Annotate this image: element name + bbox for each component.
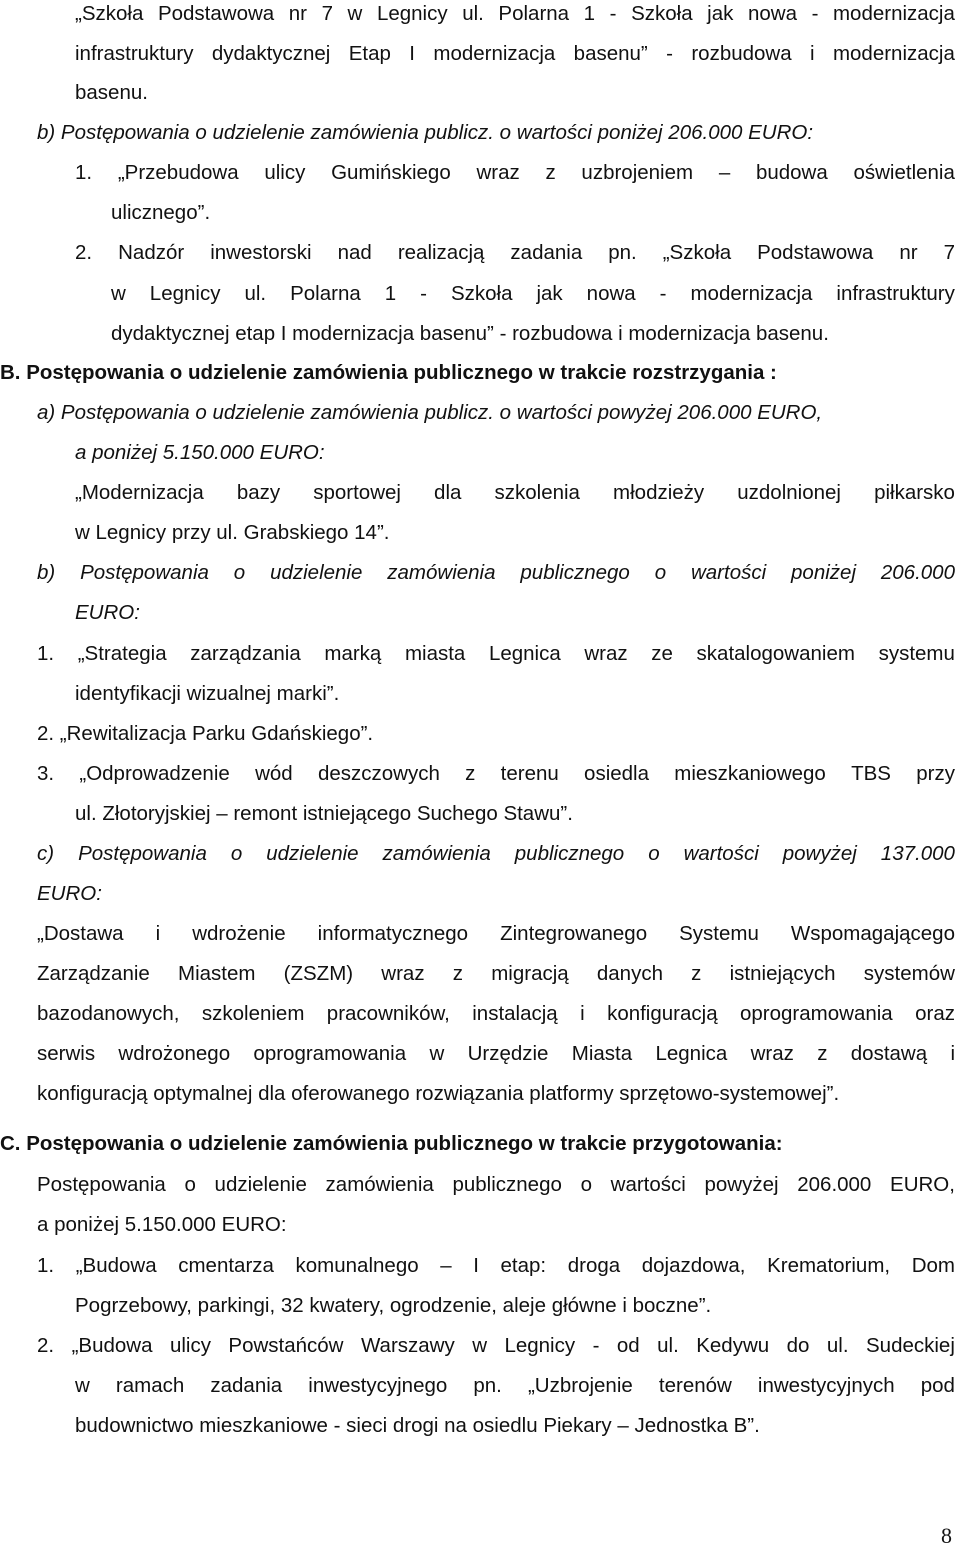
word: ulicy <box>264 161 306 184</box>
section-heading-b: B. Postępowania o udzielenie zamówienia publicznego w trakcie rozstrzygania : <box>0 361 777 384</box>
word: 2. <box>37 1334 55 1357</box>
word: terenu <box>500 762 559 785</box>
word: migracją <box>491 962 569 985</box>
word: ulicy <box>169 1334 211 1357</box>
word: wartości <box>690 561 767 584</box>
word: Sudeckiej <box>866 1334 955 1357</box>
word: pod <box>920 1374 955 1397</box>
word: jak <box>707 2 734 25</box>
word: Podstawowa <box>757 241 874 264</box>
word: informatycznego <box>317 922 469 945</box>
word: z <box>465 762 476 785</box>
word: - <box>592 1334 600 1357</box>
word: 2. <box>75 241 93 264</box>
word: wdrożonego <box>118 1042 231 1065</box>
word: Podstawowa <box>157 2 275 25</box>
subsection-heading: a poniżej 5.150.000 EURO: <box>75 441 325 464</box>
word: - <box>609 2 617 25</box>
word: oraz <box>915 1002 955 1025</box>
word: oprogramowania <box>740 1002 893 1025</box>
word: Legnicy <box>504 1334 576 1357</box>
word: deszczowych <box>317 762 440 785</box>
word: – <box>718 161 731 184</box>
word: „Uzbrojenie <box>527 1374 633 1397</box>
word: miasta <box>404 642 466 665</box>
word: realizacją <box>397 241 485 264</box>
list-item <box>75 241 955 265</box>
word: zamówienia <box>382 842 491 865</box>
word: udzielenie <box>270 561 363 584</box>
word: modernizacja <box>832 2 955 25</box>
word: „Strategia <box>77 642 167 665</box>
word: „Szkoła <box>662 241 732 264</box>
word: publicznego <box>514 842 625 865</box>
text-line <box>37 922 955 946</box>
word: „Budowa <box>71 1334 153 1357</box>
word: dojazdowa, <box>641 1254 746 1277</box>
word: Postępowania <box>37 1173 166 1196</box>
word: oprogramowania <box>253 1042 407 1065</box>
text-line: w Legnicy przy ul. Grabskiego 14”. <box>75 521 390 544</box>
word: modernizacja <box>690 282 813 305</box>
word: „Szkoła <box>75 2 144 25</box>
word: nr <box>899 241 918 264</box>
word: Polarna <box>498 2 570 25</box>
word: powyżej <box>704 1173 779 1196</box>
text-line <box>37 962 955 986</box>
word: „Dostawa <box>37 922 124 945</box>
word: (ZSZM) <box>283 962 354 985</box>
word: rozbudowa <box>691 42 792 65</box>
word: wraz <box>476 161 520 184</box>
word: poniżej <box>791 561 856 584</box>
word: I <box>473 1254 479 1277</box>
word: pn. <box>473 1374 502 1397</box>
text-line: Pogrzebowy, parkingi, 32 kwatery, ogrodzenie, aleje główne i boczne”. <box>75 1294 712 1317</box>
word: i <box>155 922 161 945</box>
text-line <box>75 42 955 66</box>
word: infrastruktury <box>75 42 194 65</box>
subsection-heading: EURO: <box>37 882 102 905</box>
word: Zarządzanie <box>37 962 150 985</box>
subsection-heading: EURO: <box>75 601 140 624</box>
section-heading: b) Postępowania o udzielenie zamówienia publicz. o wartości poniżej 206.000 EURO: <box>37 121 814 144</box>
word: o <box>184 1173 196 1196</box>
word: z <box>452 962 464 985</box>
word: młodzieży <box>613 481 705 504</box>
subsection-heading: a) Postępowania o udzielenie zamówienia publicz. o wartości powyżej 206.000 EURO, <box>37 401 823 424</box>
word: i <box>810 42 815 65</box>
word: nowa <box>586 282 636 305</box>
word: - <box>666 42 673 65</box>
word: w <box>347 2 363 25</box>
word: nowa <box>747 2 797 25</box>
word: dostawą <box>850 1042 928 1065</box>
word: szkolenia <box>494 481 580 504</box>
word: w <box>111 282 126 305</box>
word: z <box>545 161 556 184</box>
text-line: dydaktycznej etap I modernizacja basenu” - rozbudowa i modernizacja basenu. <box>111 322 829 345</box>
word: Zintegrowanego <box>500 922 648 945</box>
word: zadania <box>510 241 583 264</box>
word: Krematorium, <box>767 1254 891 1277</box>
word: 7 <box>321 2 333 25</box>
word: 206.000 <box>880 561 955 584</box>
word: wraz <box>381 962 425 985</box>
word: basenu” <box>573 42 648 65</box>
word: terenów <box>658 1374 732 1397</box>
word: wartości <box>683 842 759 865</box>
word: przy <box>916 762 955 785</box>
word: Kedywu <box>696 1334 770 1357</box>
word: Postępowania <box>78 842 207 865</box>
word: skatalogowaniem <box>696 642 855 665</box>
word: sportowej <box>313 481 401 504</box>
word: i <box>580 1002 585 1025</box>
word: infrastruktury <box>836 282 955 305</box>
word: 7 <box>943 241 955 264</box>
word: osiedla <box>584 762 650 785</box>
word: ramach <box>115 1374 185 1397</box>
text-line <box>37 1002 955 1026</box>
word: dla <box>434 481 462 504</box>
word: droga <box>567 1254 621 1277</box>
word: Gumińskiego <box>331 161 451 184</box>
word: inwestycyjnego <box>308 1374 448 1397</box>
list-item <box>37 762 955 786</box>
text-line: ulicznego”. <box>111 201 211 224</box>
word: istniejących <box>729 962 836 985</box>
word: I <box>409 42 415 65</box>
word: od <box>616 1334 640 1357</box>
word: 1. <box>37 1254 55 1277</box>
word: publicznego <box>520 561 630 584</box>
word: - <box>811 2 819 25</box>
word: i <box>950 1042 955 1065</box>
word: Urzędzie <box>467 1042 549 1065</box>
list-item <box>37 1334 955 1358</box>
word: Szkoła <box>450 282 513 305</box>
word: Warszawy <box>360 1334 455 1357</box>
word: 1 <box>583 2 596 25</box>
word: Postępowania <box>80 561 209 584</box>
word: uzdolnionej <box>737 481 841 504</box>
word: modernizacja <box>433 42 556 65</box>
word: etap: <box>500 1254 547 1277</box>
word: Systemu <box>679 922 759 945</box>
word: „Odprowadzenie <box>79 762 230 785</box>
word: udzielenie <box>266 842 359 865</box>
section-heading-c: C. Postępowania o udzielenie zamówienia publicznego w trakcie przygotowania: <box>0 1132 783 1155</box>
word: 1. <box>75 161 93 184</box>
word: o <box>654 561 667 584</box>
text-line: ul. Złotoryjskiej – remont istniejącego Suchego Stawu”. <box>75 802 573 825</box>
word: Szkoła <box>631 2 693 25</box>
word: piłkarsko <box>874 481 955 504</box>
word: wraz <box>584 642 628 665</box>
word: nad <box>337 241 372 264</box>
word: bazy <box>236 481 281 504</box>
word: Legnicy <box>149 282 221 305</box>
text-line: konfiguracją optymalnej dla oferowanego rozwiązania platformy sprzętowo-systemowej”. <box>37 1082 840 1105</box>
word: oświetlenia <box>853 161 955 184</box>
word: „Budowa <box>75 1254 157 1277</box>
word: w <box>472 1334 487 1357</box>
word: ul. <box>462 2 484 25</box>
word: Legnicy <box>376 2 448 25</box>
word: zadania <box>210 1374 283 1397</box>
word: „Modernizacja <box>75 481 204 504</box>
word: marką <box>324 642 382 665</box>
word: Nadzór <box>118 241 185 264</box>
word: Powstańców <box>228 1334 344 1357</box>
word: zamówienia <box>325 1173 434 1196</box>
word: 1 <box>384 282 397 305</box>
word: inwestorski <box>210 241 312 264</box>
word: ul. <box>657 1334 679 1357</box>
word: 137.000 <box>880 842 955 865</box>
word: zarządzania <box>190 642 301 665</box>
word: o <box>230 842 243 865</box>
word: konfiguracją <box>607 1002 718 1025</box>
word: „Przebudowa <box>117 161 239 184</box>
word: b) <box>37 561 56 584</box>
word: wraz <box>750 1042 794 1065</box>
word: zamówienia <box>387 561 496 584</box>
word: wód <box>255 762 293 785</box>
word: inwestycyjnych <box>757 1374 895 1397</box>
list-item <box>37 642 955 666</box>
text-line <box>75 1374 955 1398</box>
word: budowa <box>755 161 828 184</box>
word: w <box>429 1042 445 1065</box>
word: pracowników, <box>326 1002 450 1025</box>
word: w <box>75 1374 90 1397</box>
list-item <box>75 161 955 185</box>
word: o <box>233 561 246 584</box>
text-line: basenu. <box>75 81 148 104</box>
word: o <box>648 842 660 865</box>
list-item: 2. „Rewitalizacja Parku Gdańskiego”. <box>37 722 374 745</box>
page-number: 8 <box>941 1523 952 1548</box>
word: Polarna <box>290 282 361 305</box>
word: 3. <box>37 762 55 785</box>
word: bazodanowych, <box>37 1002 180 1025</box>
word: c) <box>37 842 55 865</box>
text-line <box>111 282 955 306</box>
list-item <box>37 1254 955 1278</box>
word: udzielenie <box>214 1173 307 1196</box>
word: Etap <box>348 42 391 65</box>
word: Miasta <box>571 1042 633 1065</box>
word: wartości <box>610 1173 686 1196</box>
text-line <box>75 2 955 26</box>
word: mieszkaniowego <box>674 762 826 785</box>
word: 1. <box>37 642 55 665</box>
word: Wspomagającego <box>790 922 955 945</box>
word: dydaktycznej <box>211 42 331 65</box>
word: komunalnego <box>295 1254 419 1277</box>
word: - <box>420 282 427 305</box>
word: modernizacja <box>832 42 955 65</box>
word: serwis <box>37 1042 96 1065</box>
word: powyżej <box>782 842 857 865</box>
word: danych <box>596 962 663 985</box>
word: uzbrojeniem <box>581 161 694 184</box>
word: z <box>691 962 702 985</box>
word: Legnica <box>488 642 561 665</box>
text-line <box>37 1042 955 1066</box>
word: systemu <box>878 642 955 665</box>
word: jak <box>536 282 563 305</box>
word: nr <box>288 2 307 25</box>
word: ze <box>651 642 673 665</box>
word: systemów <box>863 962 955 985</box>
text-line: a poniżej 5.150.000 EURO: <box>37 1213 287 1236</box>
word: - <box>659 282 667 305</box>
word: 206.000 <box>797 1173 872 1196</box>
word: pn. <box>608 241 637 264</box>
text-line <box>75 481 955 505</box>
word: TBS <box>851 762 891 785</box>
word: EURO, <box>890 1173 955 1196</box>
word: instalacją <box>472 1002 558 1025</box>
text-line: budownictwo mieszkaniowe - sieci drogi na osiedlu Piekary – Jednostka B”. <box>75 1414 760 1437</box>
subsection-heading <box>37 561 955 585</box>
word: o <box>580 1173 592 1196</box>
word: ul. <box>826 1334 849 1357</box>
word: ul. <box>244 282 267 305</box>
word: do <box>786 1334 810 1357</box>
word: wdrożenie <box>192 922 286 945</box>
word: – <box>440 1254 452 1277</box>
word: Legnica <box>655 1042 728 1065</box>
text-line <box>37 1173 955 1197</box>
word: Dom <box>911 1254 955 1277</box>
word: Miastem <box>178 962 256 985</box>
word: publicznego <box>452 1173 562 1196</box>
subsection-heading <box>37 842 955 866</box>
word: cmentarza <box>178 1254 274 1277</box>
word: z <box>817 1042 828 1065</box>
text-line: identyfikacji wizualnej marki”. <box>75 682 340 705</box>
word: szkoleniem <box>201 1002 305 1025</box>
